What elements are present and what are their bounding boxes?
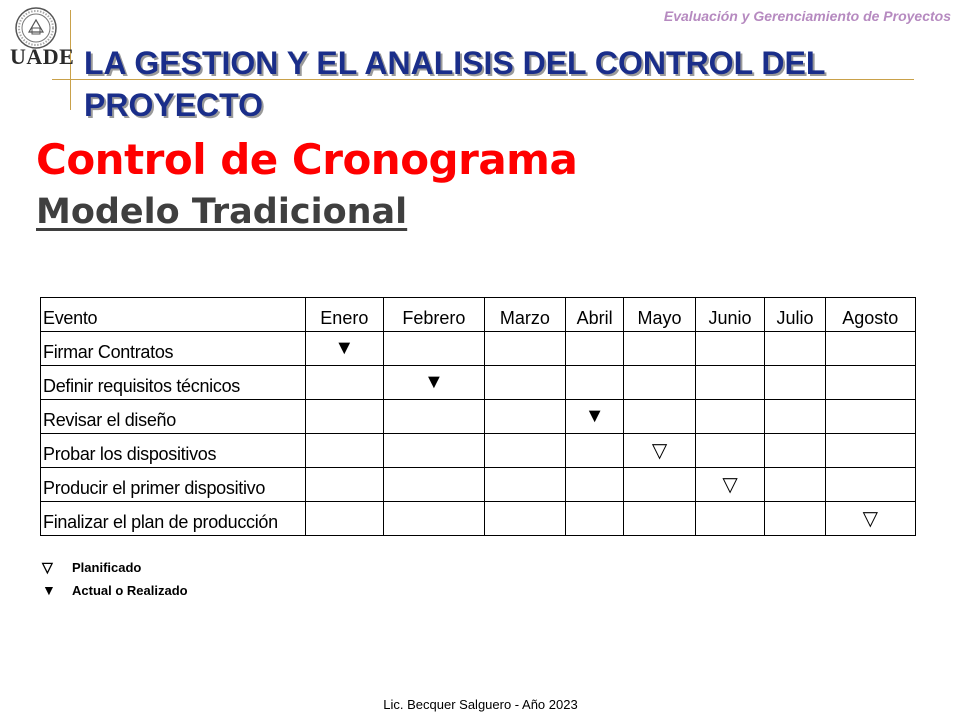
legend-item-planned bbox=[42, 556, 188, 579]
milestone-cell bbox=[383, 502, 484, 536]
planned-triangle-icon: ▽ bbox=[42, 559, 53, 575]
milestone-cell bbox=[825, 434, 915, 468]
legend-item-actual bbox=[42, 579, 188, 602]
milestone-cell bbox=[485, 502, 566, 536]
milestone-cell bbox=[765, 434, 825, 468]
actual-triangle-icon: ▼ bbox=[42, 582, 56, 598]
milestone-cell bbox=[765, 400, 825, 434]
event-cell: Probar los dispositivos bbox=[41, 434, 306, 468]
milestone-cell bbox=[765, 468, 825, 502]
schedule-table bbox=[40, 297, 916, 536]
milestone-cell bbox=[695, 332, 765, 366]
course-title: Evaluación y Gerenciamiento de Proyectos bbox=[663, 8, 951, 24]
column-header: Evento bbox=[41, 298, 306, 332]
milestone-cell bbox=[695, 502, 765, 536]
column-header: Febrero bbox=[383, 298, 484, 332]
milestone-cell bbox=[695, 434, 765, 468]
milestone-cell bbox=[565, 332, 624, 366]
legend bbox=[42, 556, 188, 602]
milestone-cell bbox=[306, 400, 384, 434]
milestone-cell bbox=[624, 400, 695, 434]
milestone-cell bbox=[695, 366, 765, 400]
milestone-cell: ▼ bbox=[306, 332, 384, 366]
milestone-cell: ▼ bbox=[565, 400, 624, 434]
milestone-cell: ▼ bbox=[383, 366, 484, 400]
milestone-cell bbox=[765, 366, 825, 400]
footer-credit: Lic. Becquer Salguero - Año 2023 bbox=[383, 697, 578, 712]
milestone-cell bbox=[485, 434, 566, 468]
milestone-cell: ▽ bbox=[825, 502, 915, 536]
milestone-cell bbox=[565, 434, 624, 468]
section-title: Control de Cronograma bbox=[36, 135, 578, 184]
table-row bbox=[41, 434, 916, 468]
event-cell: Producir el primer dispositivo bbox=[41, 468, 306, 502]
milestone-cell bbox=[485, 332, 566, 366]
milestone-cell bbox=[306, 468, 384, 502]
column-header: Abril bbox=[565, 298, 624, 332]
section-subtitle: Modelo Tradicional bbox=[36, 192, 408, 232]
column-header: Julio bbox=[765, 298, 825, 332]
column-header: Agosto bbox=[825, 298, 915, 332]
milestone-cell bbox=[624, 332, 695, 366]
milestone-cell bbox=[624, 468, 695, 502]
milestone-cell bbox=[383, 434, 484, 468]
uade-logo: UADE bbox=[10, 44, 75, 69]
event-cell: Definir requisitos técnicos bbox=[41, 366, 306, 400]
milestone-cell: ▽ bbox=[624, 434, 695, 468]
milestone-cell bbox=[765, 332, 825, 366]
milestone-cell bbox=[485, 400, 566, 434]
column-header: Junio bbox=[695, 298, 765, 332]
milestone-cell bbox=[565, 366, 624, 400]
milestone-cell bbox=[695, 400, 765, 434]
milestone-cell bbox=[624, 502, 695, 536]
event-cell: Revisar el diseño bbox=[41, 400, 306, 434]
legend-label: Planificado bbox=[72, 560, 142, 575]
column-header: Marzo bbox=[485, 298, 566, 332]
milestone-cell bbox=[383, 468, 484, 502]
milestone-cell bbox=[565, 502, 624, 536]
milestone-cell bbox=[306, 502, 384, 536]
milestone-cell bbox=[565, 468, 624, 502]
table-header-row bbox=[41, 298, 916, 332]
milestone-cell bbox=[825, 468, 915, 502]
milestone-cell bbox=[306, 366, 384, 400]
milestone-cell bbox=[825, 332, 915, 366]
milestone-cell bbox=[624, 366, 695, 400]
milestone-cell bbox=[485, 366, 566, 400]
column-header: Mayo bbox=[624, 298, 695, 332]
milestone-cell bbox=[383, 400, 484, 434]
table-row bbox=[41, 332, 916, 366]
page-title: LA GESTION Y EL ANALISIS DEL CONTROL DEL PROYECTO bbox=[84, 45, 825, 123]
legend-label: Actual o Realizado bbox=[72, 583, 188, 598]
table-row bbox=[41, 502, 916, 536]
event-cell: Firmar Contratos bbox=[41, 332, 306, 366]
milestone-cell bbox=[306, 434, 384, 468]
milestone-cell: ▽ bbox=[695, 468, 765, 502]
milestone-cell bbox=[825, 366, 915, 400]
milestone-cell bbox=[485, 468, 566, 502]
table-row bbox=[41, 400, 916, 434]
event-cell: Finalizar el plan de producción bbox=[41, 502, 306, 536]
column-header: Enero bbox=[306, 298, 384, 332]
table-row bbox=[41, 468, 916, 502]
table-row bbox=[41, 366, 916, 400]
milestone-cell bbox=[825, 400, 915, 434]
milestone-cell bbox=[765, 502, 825, 536]
milestone-cell bbox=[383, 332, 484, 366]
